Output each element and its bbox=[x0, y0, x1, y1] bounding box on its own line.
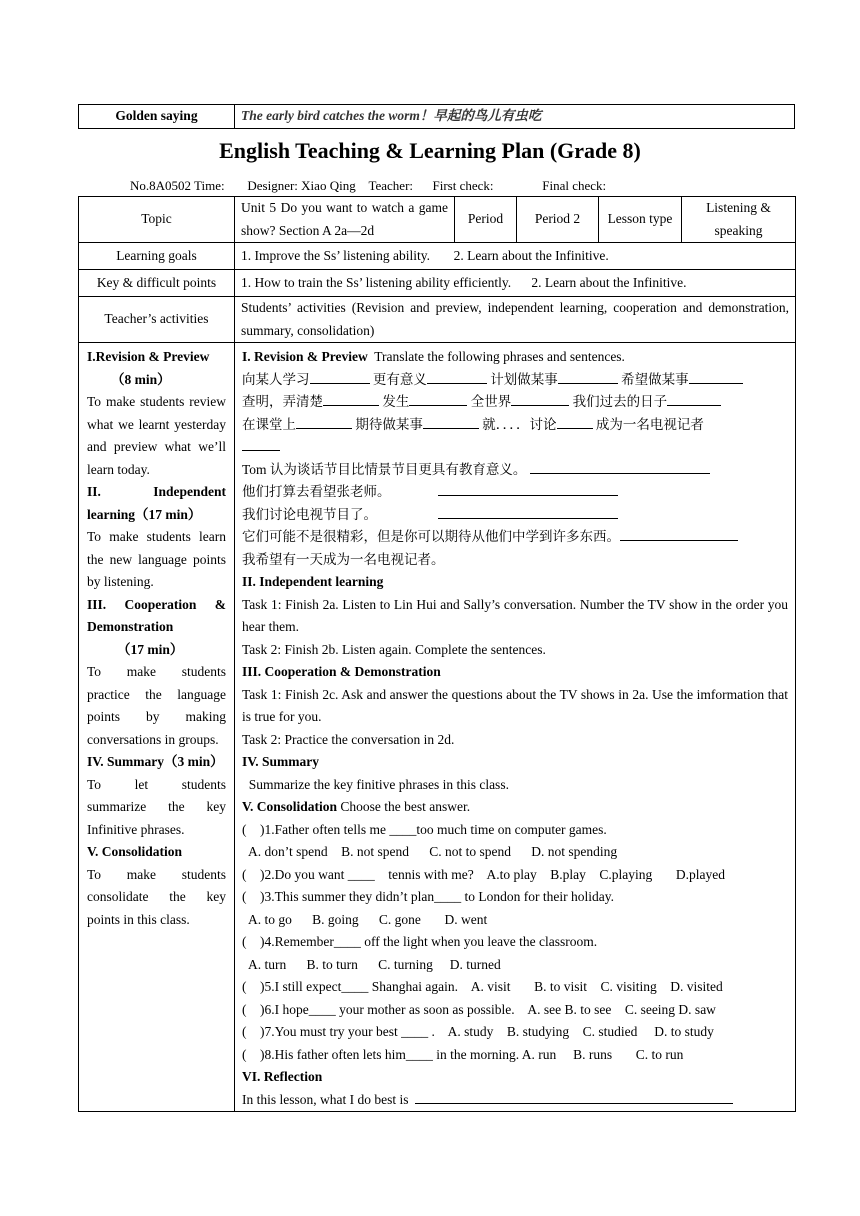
consolidation-instruction: Choose the best answer. bbox=[337, 799, 471, 814]
question-3: ( )3.This summer they didn’t plan____ to London for their holiday. bbox=[242, 889, 614, 904]
phrase-row-3 bbox=[242, 414, 788, 437]
question-1-options: A. don’t spend B. not spend C. not to spend D. not spending bbox=[242, 844, 618, 859]
topic-row bbox=[79, 197, 796, 243]
s4-title: IV. Summary（3 min） bbox=[87, 754, 224, 769]
topic-label: Topic bbox=[79, 197, 235, 243]
phrase: 就．．．．讨论 bbox=[482, 416, 557, 432]
revision-title: I. Revision & Preview bbox=[242, 349, 368, 364]
question-5: ( )5.I still expect____ Shanghai again. A. visit B. to visit C. visiting D. visited bbox=[242, 979, 723, 994]
s4-desc: To let students summarize the key Infinitive phrases. bbox=[87, 776, 226, 837]
sentence-3: 我们讨论电视节目了。 bbox=[242, 506, 377, 522]
phrase-row-1 bbox=[242, 369, 788, 392]
s3-title: III. Cooperation & Demonstration bbox=[87, 596, 226, 634]
goals-value: 1. Improve the Ss’ listening ability. 2. Learn about the Infinitive. bbox=[235, 243, 796, 270]
reflection-text: In this lesson, what I do best is bbox=[242, 1091, 416, 1107]
phrase: 计划做某事 bbox=[490, 371, 558, 387]
sentence-1: Tom 认为谈话节目比情景节目更具有教育意义。 bbox=[242, 461, 527, 477]
question-7: ( )7.You must try your best ____ . A. study B. studying C. studied D. to study bbox=[242, 1024, 714, 1039]
consolidation-title: V. Consolidation bbox=[242, 799, 338, 814]
student-activities-cell bbox=[235, 343, 796, 1112]
question-1: ( )1.Father often tells me ____too much time on computer games. bbox=[242, 821, 607, 837]
goals-row bbox=[79, 243, 796, 270]
phrase: 全世界 bbox=[470, 394, 512, 409]
golden-saying-table bbox=[78, 104, 795, 129]
s2-desc: To make students learn the new language points by listening. bbox=[87, 529, 226, 589]
activities-value: Students’ activities (Revision and preview, independent learning, cooperation and demonstration, summary, consolidation) bbox=[235, 297, 796, 343]
independent-title: II. Independent learning bbox=[242, 574, 384, 589]
question-3-options: A. to go B. going C. gone D. went bbox=[242, 911, 488, 927]
phrase: 向某人学习 bbox=[242, 371, 310, 387]
sentence-4: 它们可能不是很精彩，但是你可以期待从他们中学到许多东西。 bbox=[242, 529, 620, 544]
period-label: Period bbox=[455, 197, 517, 243]
s5-title: V. Consolidation bbox=[87, 844, 183, 859]
page-title: English Teaching & Learning Plan (Grade 8) bbox=[219, 138, 641, 163]
phrase: 成为一名电视记者 bbox=[595, 416, 704, 432]
revision-instruction: Translate the following phrases and sentences. bbox=[367, 349, 625, 364]
cooperation-title: III. Cooperation & Demonstration bbox=[242, 664, 441, 679]
key-points-label: Key & difficult points bbox=[79, 270, 235, 297]
question-2: ( )2.Do you want ____ tennis with me? A.to play B.play C.playing D.played bbox=[242, 866, 725, 882]
question-6: ( )6.I hope____ your mother as soon as possible. A. see B. to see C. seeing D. saw bbox=[242, 1001, 716, 1017]
activities-label: Teacher’s activities bbox=[79, 297, 235, 343]
s1-title: I.Revision & Preview bbox=[87, 349, 210, 364]
golden-saying-label: Golden saying bbox=[79, 105, 235, 129]
s3-time: （17 min） bbox=[117, 641, 184, 657]
phrase: 希望做某事 bbox=[621, 371, 689, 387]
activities-row bbox=[79, 297, 796, 343]
sentence-2: 他们打算去看望张老师。 bbox=[242, 484, 391, 499]
reflection-title: VI. Reflection bbox=[242, 1069, 323, 1084]
phrase: 更有意义 bbox=[372, 371, 427, 387]
content-row bbox=[79, 343, 796, 1112]
golden-saying-text: The early bird catches the worm！早起的鸟儿有虫吃 bbox=[235, 105, 795, 129]
key-points-value: 1. How to train the Ss’ listening ability efficiently. 2. Learn about the Infinitive. bbox=[235, 270, 796, 297]
s1-desc: To make students review what we learnt yesterday and preview what we’ll learn today. bbox=[87, 394, 226, 477]
phrase: 查明，弄清楚 bbox=[242, 394, 323, 409]
cooperation-task-2: Task 2: Practice the conversation in 2d. bbox=[242, 731, 455, 747]
independent-task-1: Task 1: Finish 2a. Listen to Lin Hui and Sally’s conversation. Number the TV show in the order you hear them. bbox=[242, 596, 788, 634]
cooperation-task-1: Task 1: Finish 2c. Ask and answer the questions about the TV shows in 2a. Use the imformation that is true for you. bbox=[242, 686, 788, 724]
plan-table bbox=[78, 196, 796, 1112]
key-points-row bbox=[79, 270, 796, 297]
summary-text: Summarize the key finitive phrases in this class. bbox=[242, 776, 509, 792]
teacher-activities-cell bbox=[79, 343, 235, 1112]
independent-task-2: Task 2: Finish 2b. Listen again. Complete the sentences. bbox=[242, 641, 546, 657]
lesson-type-label: Lesson type bbox=[599, 197, 682, 243]
phrase-row-2 bbox=[242, 391, 788, 414]
summary-title: IV. Summary bbox=[242, 754, 320, 769]
phrase: 发生 bbox=[382, 394, 410, 409]
sentence-5: 我希望有一天成为一名电视记者。 bbox=[242, 551, 445, 567]
goals-label: Learning goals bbox=[79, 243, 235, 270]
phrase: 在课堂上 bbox=[242, 416, 296, 432]
s2-title: II. Independent learning（17 min） bbox=[87, 484, 226, 522]
info-line: No.8A0502 Time: Designer: Xiao Qing Teacher: First check: Final check: bbox=[130, 178, 607, 193]
phrase: 我们过去的日子 bbox=[572, 394, 668, 409]
question-4-options: A. turn B. to turn C. turning D. turned bbox=[242, 956, 501, 972]
topic-unit: Unit 5 Do you want to watch a game show? Section A 2a—2d bbox=[235, 197, 455, 243]
s3-desc: To make students practice the language points by making conversations in groups. bbox=[87, 664, 226, 747]
s1-time: （8 min） bbox=[111, 371, 171, 387]
question-4: ( )4.Remember____ off the light when you leave the classroom. bbox=[242, 934, 598, 949]
s5-desc: To make students consolidate the key points in this class. bbox=[87, 866, 226, 927]
period-value: Period 2 bbox=[517, 197, 599, 243]
phrase: 期待做某事 bbox=[355, 416, 423, 432]
lesson-type-value: Listening & speaking bbox=[682, 197, 796, 243]
question-8: ( )8.His father often lets him____ in the morning. A. run B. runs C. to run bbox=[242, 1046, 684, 1062]
